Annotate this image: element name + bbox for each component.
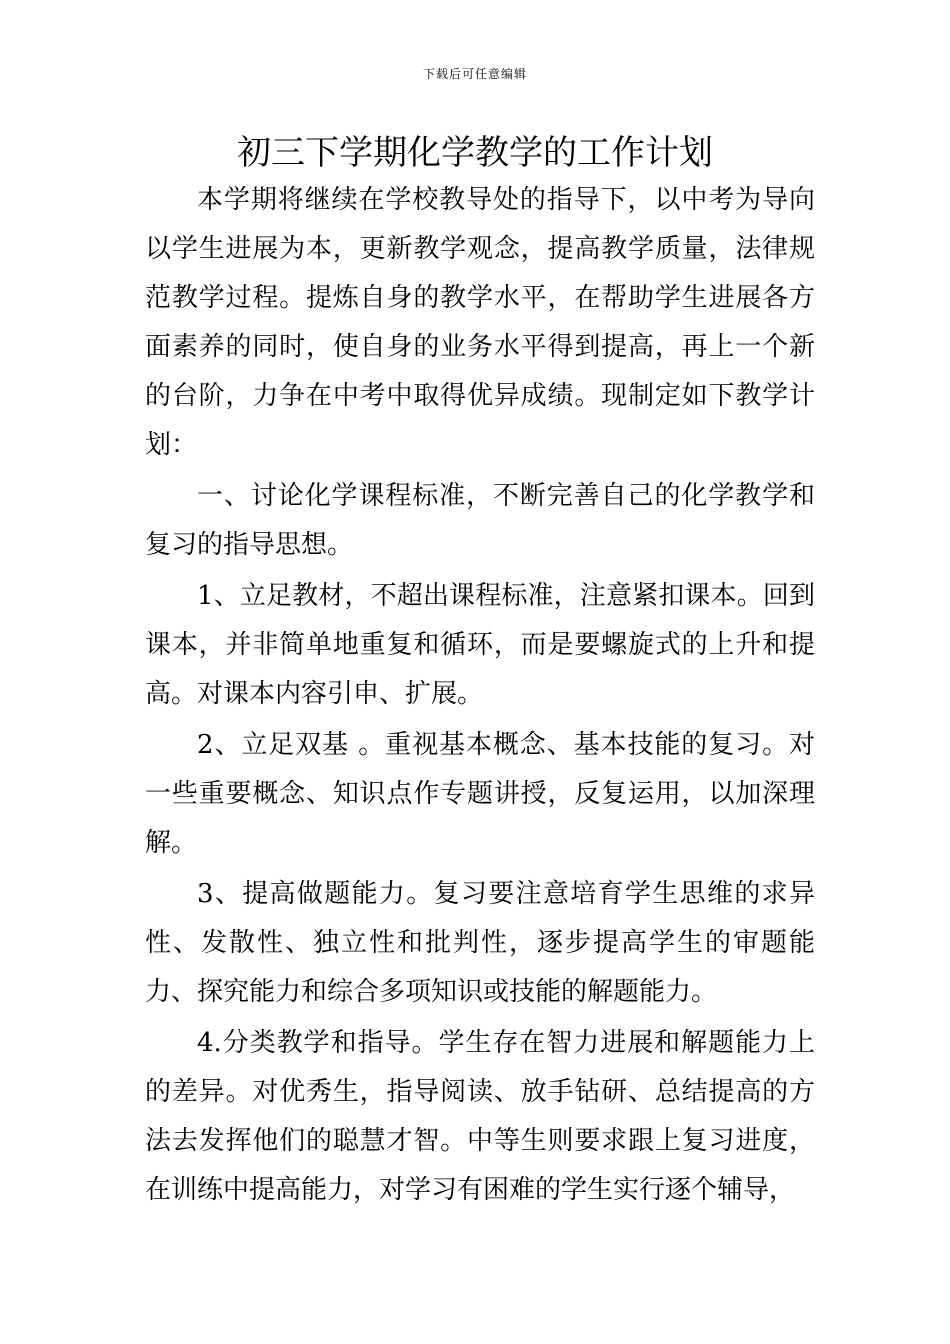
document-title: 初三下学期化学教学的工作计划 <box>237 133 713 173</box>
paragraph-item-3: 3、提高做题能力。复习要注意培育学生思维的求异性、发散性、独立性和批判性，逐步提高学生的审题能力、探究能力和综合多项知识或技能的解题能力。 <box>145 879 815 1007</box>
paragraph-item-2: 2、立足双基 。重视基本概念、基本技能的复习。对一些重要概念、知识点作专题讲授，反复运用，以加深理解。 <box>145 730 815 858</box>
paragraph-item-4: 4.分类教学和指导。学生存在智力进展和解题能力上的差异。对优秀生，指导阅读、放手钻研、总结提高的方法去发挥他们的聪慧才智。中等生则要求跟上复习进度，在训练中提高能力，对学习有困难的学生实行逐个辅导， <box>145 1028 815 1205</box>
paragraph-item-1: 1、立足教材，不超出课程标准，注意紧扣课本。回到课本，并非简单地重复和循环，而是要螺旋式的上升和提高。对课本内容引申、扩展。 <box>145 581 815 709</box>
header-note: 下载后可任意编辑 <box>422 67 527 81</box>
paragraph-intro: 本学期将继续在学校教导处的指导下，以中考为导向以学生进展为本，更新教学观念，提高教学质量，法律规范教学过程。提炼自身的教学水平，在帮助学生进展各方面素养的同时，使自身的业务水平得到提高，再上一个新的台阶，力争在中考中取得优异成绩。现制定如下教学计划： <box>145 185 815 460</box>
paragraph-section-1-heading: 一、讨论化学课程标准，不断完善自己的化学教学和复习的指导思想。 <box>145 481 815 560</box>
document-body <box>145 176 815 1215</box>
